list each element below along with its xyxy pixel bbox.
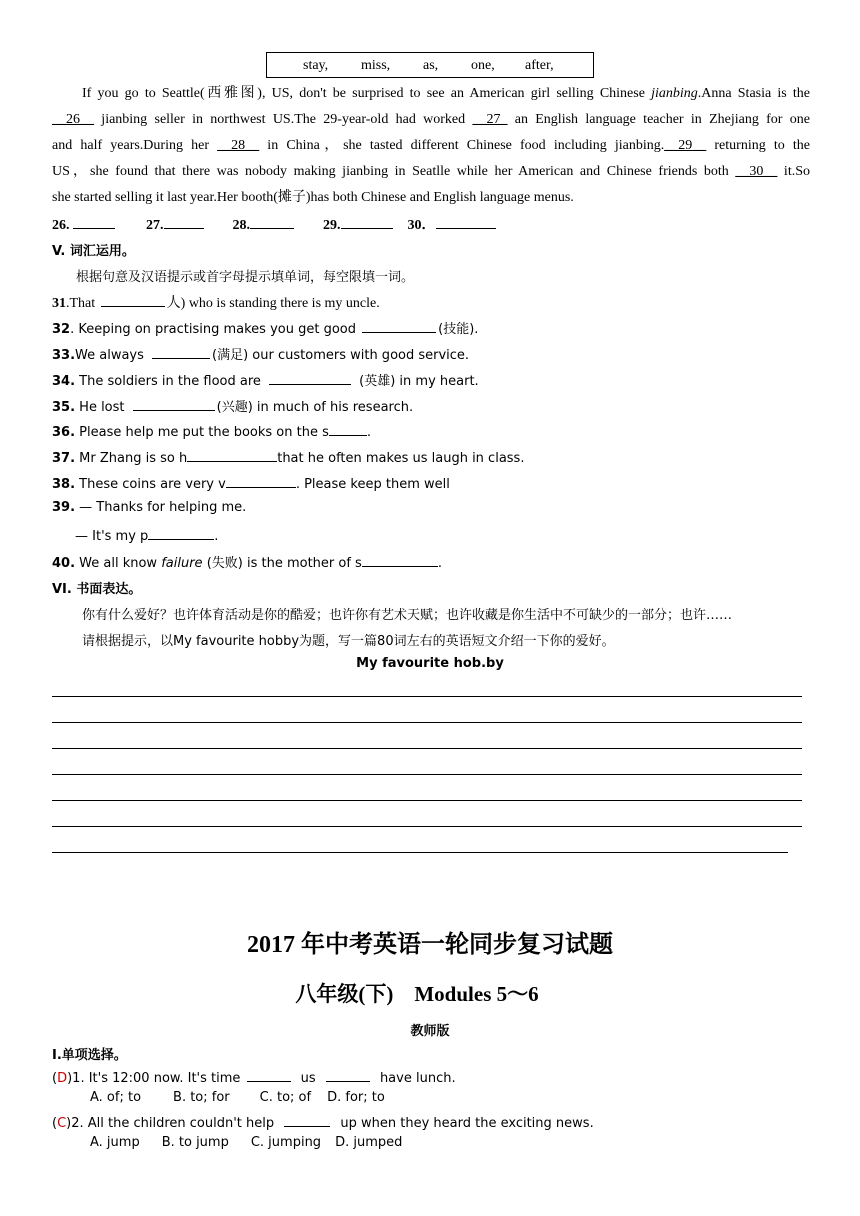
answer-label-26: 26: [52, 218, 66, 233]
word-bank-item: miss,: [361, 58, 391, 73]
mc-options-2: [90, 1135, 402, 1150]
answer-key: C: [57, 1116, 67, 1131]
fill-blank[interactable]: [152, 345, 210, 359]
question-text: (满足) our customers with good service.: [212, 348, 470, 363]
question-number: 36.: [52, 425, 76, 440]
option-d[interactable]: D. jumped: [335, 1135, 403, 1150]
fill-blank[interactable]: [269, 371, 351, 385]
question-text: These coins are very v: [75, 477, 226, 492]
question-text: He lost: [75, 400, 129, 415]
option-a[interactable]: A. jump: [90, 1135, 140, 1150]
blank-28: __28__: [217, 138, 260, 153]
question-number: 35.: [52, 400, 76, 415]
fill-blank[interactable]: [329, 422, 367, 436]
teacher-edition-label: 教师版: [410, 1024, 450, 1039]
question-text: us: [296, 1071, 320, 1086]
cloze-passage: [52, 81, 810, 211]
question-39: [52, 500, 246, 515]
option-c[interactable]: C. jumping: [250, 1135, 322, 1150]
question-number: 38.: [52, 477, 76, 492]
fill-blank[interactable]: [326, 1068, 370, 1082]
question-text: (兴趣) in much of his research.: [216, 400, 414, 415]
question-text: — Thanks for helping me.: [75, 500, 247, 515]
fill-blank[interactable]: [101, 293, 165, 307]
question-31: [52, 292, 380, 312]
answer-line[interactable]: [164, 215, 204, 229]
question-text: 1. It's 12:00 now. It's time: [72, 1071, 245, 1086]
passage-text: in China，she tasted different Chinese food including jianbing.: [259, 138, 665, 153]
question-text: .: [437, 556, 442, 571]
answer-label-27: 27.: [146, 218, 164, 233]
answer-line[interactable]: [341, 215, 393, 229]
mc-question-2: (C)2. All the children couldn't help up when they heard the exciting news.: [52, 1113, 594, 1131]
option-a[interactable]: A. of; to: [90, 1090, 142, 1105]
section-v-heading: V. 词汇运用。: [52, 244, 135, 259]
question-number: 33.: [52, 348, 76, 363]
question-text: Please help me put the books on the s: [75, 425, 329, 440]
answer-key: D: [57, 1071, 68, 1086]
question-38: [52, 474, 450, 492]
essay-prompt-1: 你有什么爱好？也许体育活动是你的酷爱；也许你有艺术天赋；也许收藏是你生活中不可缺少的一部分；也许……: [82, 608, 733, 623]
question-number: 39.: [52, 500, 76, 515]
word-bank-box: [266, 52, 594, 78]
question-text: (技能).: [438, 322, 479, 337]
writing-line[interactable]: [52, 696, 802, 697]
fill-blank[interactable]: [362, 553, 438, 567]
passage-text: an English language teacher in Zhejiang for one: [507, 112, 810, 127]
question-text: 2. All the children couldn't help: [71, 1116, 279, 1131]
answer-line[interactable]: [73, 215, 115, 229]
question-number: 40.: [52, 556, 76, 571]
option-b[interactable]: B. to; for: [173, 1090, 230, 1105]
answer-label-28: 28.: [232, 218, 250, 233]
passage-text: jianbing seller in northwest US.The 29-year-old had worked: [94, 112, 473, 127]
writing-line[interactable]: [52, 852, 788, 853]
fill-blank[interactable]: [133, 397, 215, 411]
question-text: (英雄) in my heart.: [355, 374, 479, 389]
question-text: We all know: [75, 556, 162, 571]
writing-line[interactable]: [52, 826, 802, 827]
fill-blank[interactable]: [187, 448, 277, 462]
option-b[interactable]: B. to jump: [161, 1135, 229, 1150]
section-vi-heading: VI. 书面表达。: [52, 582, 142, 597]
question-text: — It's my p: [75, 529, 149, 544]
answer-line[interactable]: [250, 215, 294, 229]
passage-text: she started selling it last year.Her booth(摊子)has both Chinese and English language menus.: [52, 190, 574, 205]
question-number: 31: [52, 296, 66, 311]
answer-row: 26. 27. 28. 29. 30．: [52, 214, 496, 234]
document-subtitle: 八年级(下) Modules 5～6: [295, 982, 539, 1006]
option-d[interactable]: D. for; to: [327, 1090, 385, 1105]
passage-text: If you go to Seattle(西雅图), US, don't be surprised to see an American girl selling Chinese: [82, 86, 652, 101]
question-italic: failure: [161, 556, 203, 571]
section-i-heading: I.单项选择。: [52, 1048, 127, 1063]
essay-prompt-2: 请根据提示，以My favourite hobby为题，写一篇80词左右的英语短文介绍一下你的爱好。: [82, 634, 615, 649]
question-text: (失败) is the mother of s: [202, 556, 362, 571]
blank-29: __29__: [664, 138, 707, 153]
question-34: [52, 370, 479, 389]
question-number: 32: [52, 322, 71, 337]
word-bank-item: after,: [525, 58, 554, 73]
question-text: have lunch.: [375, 1071, 456, 1086]
fill-blank[interactable]: [362, 319, 436, 333]
blank-30: __30__: [735, 164, 778, 179]
passage-italic: jianbing: [651, 86, 698, 101]
question-text: up when they heard the exciting news.: [336, 1116, 594, 1131]
word-bank-item: as,: [423, 58, 439, 73]
mc-question-1: (D)1. It's 12:00 now. It's time us have lunch.: [52, 1068, 456, 1086]
answer-label-30: 30．: [407, 218, 436, 233]
question-number: 37.: [52, 451, 76, 466]
question-text: .: [214, 529, 219, 544]
question-40: [52, 552, 442, 571]
word-bank-item: stay,: [303, 58, 329, 73]
question-text: .That: [66, 296, 99, 311]
question-36: [52, 422, 371, 440]
question-text: The soldiers in the flood are: [75, 374, 266, 389]
writing-line[interactable]: [52, 748, 802, 749]
passage-text: .Anna Stasia is the: [697, 86, 810, 101]
writing-line[interactable]: [52, 800, 802, 801]
question-number: 34.: [52, 374, 76, 389]
answer-label-29: 29.: [323, 218, 341, 233]
question-37: [52, 448, 524, 466]
question-text: that he often makes us laugh in class.: [277, 451, 525, 466]
essay-title: My favourite hob.by: [356, 656, 504, 671]
question-39-reply: [75, 526, 218, 544]
mc-options-1: [90, 1090, 385, 1105]
question-text: . Keeping on practising makes you get good: [70, 322, 361, 337]
question-text: 人) who is standing there is my uncle.: [166, 296, 380, 311]
fill-blank[interactable]: [148, 526, 214, 540]
fill-blank[interactable]: [284, 1113, 330, 1127]
blank-27: __27_: [472, 112, 508, 127]
fill-blank[interactable]: [247, 1068, 291, 1082]
question-33: [52, 344, 469, 363]
blank-26: __26__: [52, 112, 94, 127]
writing-line[interactable]: [52, 722, 802, 723]
passage-text: it.So: [777, 164, 810, 179]
passage-text: and half years.During her: [52, 138, 218, 153]
answer-line[interactable]: [436, 215, 496, 229]
passage-text: US，she found that there was nobody making jianbing in Seatlle while her American and Chinese friends both: [52, 164, 736, 179]
question-text: We always: [75, 348, 149, 363]
question-text: .: [366, 425, 371, 440]
passage-text: returning to the: [706, 138, 811, 153]
question-35: [52, 396, 413, 415]
writing-line[interactable]: [52, 774, 802, 775]
word-bank-item: one,: [471, 58, 495, 73]
question-32: [52, 318, 478, 337]
fill-blank[interactable]: [226, 474, 296, 488]
document-title: 2017 年中考英语一轮同步复习试题: [247, 932, 613, 958]
section-v-instruction: 根据句意及汉语提示或首字母提示填单词，每空限填一词。: [76, 270, 415, 285]
question-text: Mr Zhang is so h: [75, 451, 188, 466]
question-text: . Please keep them well: [295, 477, 450, 492]
option-c[interactable]: C. to; of: [259, 1090, 312, 1105]
